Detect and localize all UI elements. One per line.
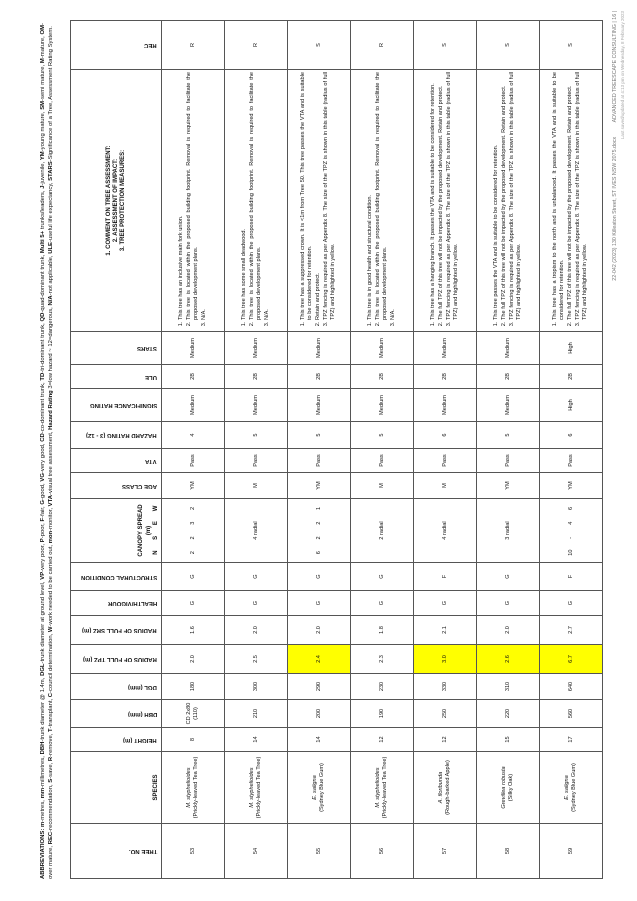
cell-comments	[225, 70, 288, 332]
cell-hazard: 5	[477, 422, 540, 449]
cell-age: M	[225, 473, 288, 499]
abbrev-definition: -trunk diameter at ground level,	[40, 579, 46, 664]
cell-tpz: 2.6	[477, 645, 540, 674]
abbrev-definition: 3=low hazard ~ 12=dangerous,	[47, 305, 54, 391]
abbrev-definition: -metres,	[40, 798, 46, 822]
cell-stars: High	[540, 332, 603, 365]
cell-age: YM	[288, 473, 351, 499]
species-name: E. saligna	[564, 775, 570, 800]
cell-rec: S	[477, 21, 540, 70]
page-footer	[612, 11, 626, 701]
cell-dgl: 300	[225, 674, 288, 700]
abbrev-definition: -save,	[47, 761, 54, 779]
cell-structural: G	[477, 563, 540, 591]
cell-structural: G	[225, 563, 288, 591]
cell-ule: 2B	[414, 365, 477, 389]
cell-hazard: 5	[351, 422, 414, 449]
cell-comments	[351, 70, 414, 332]
cell-significance: Medium	[225, 389, 288, 422]
cell-dbh: 220	[477, 700, 540, 728]
footer-last-saved: Last saved/updated at 4:13 pm on Wednesday, 8 February 2023	[620, 11, 625, 140]
cell-stars: Medium	[162, 332, 225, 365]
abbrev-term: VTA	[47, 494, 54, 507]
species-name: Grevillea robusta	[501, 766, 507, 809]
comment-item: 3. TPZ fencing is required as per Appendix 8. The size of the TPZ is shown in this table (radius of full TPZ) and highlighted in yellow.	[509, 72, 523, 320]
cell-tpz: 2.5	[225, 645, 288, 674]
cell-significance: Medium	[414, 389, 477, 422]
canopy-value: 2	[189, 506, 196, 510]
abbrev-definition: -council determination,	[47, 632, 54, 693]
cell-tpz: 6.7	[540, 645, 603, 674]
abbrev-term: DGL	[40, 663, 46, 676]
cell-health: G	[477, 591, 540, 616]
abbreviations-text	[40, 23, 54, 879]
canopy-values	[568, 501, 575, 560]
header-vta: VTA	[71, 449, 162, 473]
header-species: SPECIES	[71, 752, 162, 824]
cell-tree-no: 54	[225, 824, 288, 879]
comment-item: 2. The full TPZ of this tree will not be impacted by the proposed development. Retain and protect.	[501, 72, 508, 320]
abbrev-definition: -visual tree assessment,	[47, 429, 54, 495]
cell-comments	[414, 70, 477, 332]
cell-tree-no: 57	[414, 824, 477, 879]
table-row	[414, 21, 477, 879]
cell-ule: 2B	[162, 365, 225, 389]
cell-dbh: CD 2x80 (110)	[162, 700, 225, 728]
comment-item: 3. N/A.	[390, 72, 397, 320]
header-significance: SIGNIFICANCE RATING	[71, 389, 162, 422]
cell-srz: 2.7	[540, 616, 603, 645]
abbrev-definition: -semi mature,	[40, 63, 46, 101]
cell-significance: Medium	[351, 389, 414, 422]
cell-species	[540, 752, 603, 824]
comment-item: 1. This tree has a suppressed crown. It is <1m from Tree 50. This tree passes the VTA and is suitable to be considered for retention.	[300, 72, 314, 320]
abbrev-definition: -Significance of a Tree, Assessment Rating System.	[47, 26, 54, 162]
header-rec: REC	[71, 21, 162, 70]
comment-list	[493, 72, 523, 329]
abbrev-definition: -work needed to be carried out,	[47, 543, 54, 627]
cell-comments	[288, 70, 351, 332]
abbrev-definition: -good,	[40, 481, 46, 501]
cell-vta: Pass	[351, 449, 414, 473]
cell-canopy: 4 radial	[225, 499, 288, 563]
abbrev-term: J	[40, 185, 46, 189]
abbrev-definition: -remove,	[47, 731, 54, 757]
cell-rec: S	[540, 21, 603, 70]
table-row	[162, 21, 225, 879]
cell-vta: Pass	[225, 449, 288, 473]
abbrev-term: R	[47, 756, 54, 762]
canopy-value: 3	[189, 521, 196, 525]
cell-stars: Medium	[414, 332, 477, 365]
abbrev-term: QD	[40, 312, 46, 322]
cell-rec: S	[414, 21, 477, 70]
cell-significance: Medium	[477, 389, 540, 422]
canopy-dir-w: W	[153, 505, 159, 512]
comment-item: 2. The full TPZ of this tree will not be impacted by the proposed development. Retain and protect.	[438, 72, 445, 320]
cell-dgl: 290	[288, 674, 351, 700]
abbrev-definition: -fair,	[40, 504, 46, 518]
abbrev-definition: -recommendation,	[47, 782, 54, 832]
comment-list	[430, 72, 460, 329]
abbrev-term: VG	[40, 473, 46, 482]
cell-dgl: 230	[351, 674, 414, 700]
cell-species	[162, 752, 225, 824]
header-comment-3: 3. TREE PROTECTION MEASURES:	[119, 149, 126, 252]
abbrev-definition: -monitor,	[47, 506, 54, 531]
abbrev-term: SM	[40, 100, 46, 110]
cell-height: 8	[162, 728, 225, 752]
cell-ule: 2B	[477, 365, 540, 389]
abbrev-term: CD	[40, 433, 46, 442]
table-header-row	[71, 21, 162, 879]
cell-tree-no: 53	[162, 824, 225, 879]
cell-srz: 2.0	[288, 616, 351, 645]
abbrev-term: Multi 5+	[40, 230, 46, 254]
cell-height: 17	[540, 728, 603, 752]
cell-structural: F	[414, 563, 477, 591]
cell-dbh: 190	[351, 700, 414, 728]
comment-item: 1. This tree has a hanging branch. It passes the VTA and is suitable to be considered for retention.	[430, 72, 437, 320]
cell-vta: Pass	[477, 449, 540, 473]
header-stars: STARS	[71, 332, 162, 365]
abbrev-term: mon	[47, 530, 54, 544]
cell-srz: 2.0	[225, 616, 288, 645]
canopy-dir-e: E	[153, 521, 159, 526]
cell-height: 14	[288, 728, 351, 752]
cell-ule: 2B	[351, 365, 414, 389]
cell-structural: G	[288, 563, 351, 591]
header-comment-2: 2. ASSESSMENT OF IMPACT:	[112, 158, 119, 243]
comment-list	[367, 72, 397, 329]
comment-item: 2. This tree is located within the proposed building footprint. Removal is required to facilitate the proposed development plans.	[375, 72, 389, 320]
header-ule: ULE	[71, 365, 162, 389]
abbrev-term: Hazard Rating	[47, 390, 54, 430]
comment-list	[300, 72, 337, 329]
cell-hazard: 5	[225, 422, 288, 449]
cell-age: M	[414, 473, 477, 499]
cell-age: YM	[477, 473, 540, 499]
cell-tpz: 2.0	[162, 645, 225, 674]
species-name: E. saligna	[312, 775, 318, 800]
abbrev-term: T	[47, 728, 54, 732]
abbrev-definition: -co-dominant trunk,	[40, 380, 46, 434]
comment-item: 3. N/A.	[201, 72, 208, 320]
cell-tree-no: 56	[351, 824, 414, 879]
comment-item: 2. Retain and protect.	[315, 72, 322, 320]
comment-item: 3. TPZ fencing is required as per Appendix 8. The size of the TPZ is shown in this table (radius of full TPZ) and highlighted in yellow.	[446, 72, 460, 320]
species-common-name: (Prickly-leaved Tea Tree)	[193, 756, 199, 819]
abbrev-definition: -tri-dominant trunk,	[40, 321, 46, 373]
abbrev-term: m	[40, 821, 46, 827]
abbrev-definition: -mature,	[40, 34, 46, 59]
canopy-header-label: CANOPY SPREAD (m)	[138, 504, 152, 557]
abbrev-definition: -trunk diameter @ 1.4m,	[40, 675, 46, 742]
abbrev-term: VP	[40, 571, 46, 580]
header-age: AGE CLASS	[71, 473, 162, 499]
cell-vta: Pass	[162, 449, 225, 473]
footer-filename: 22-042 (2023) 130 Killeaton Street, ST IVES NSW 2075.docx	[612, 136, 618, 281]
cell-dbh: 200	[288, 700, 351, 728]
comment-list	[241, 72, 271, 329]
abbrev-definition: trunks/leaders,	[40, 188, 46, 231]
canopy-value: 4	[567, 521, 574, 525]
cell-stars: Medium	[225, 332, 288, 365]
cell-health: G	[162, 591, 225, 616]
table-row	[288, 21, 351, 879]
comment-item: 2. This tree is located within the proposed building footprint. Removal is required to facilitate the proposed development plans.	[186, 72, 200, 320]
comment-item: 3. N/A.	[264, 72, 271, 320]
cell-dbh: 250	[414, 700, 477, 728]
comment-item: 1. This tree is in good health and structural condition.	[367, 72, 374, 320]
comment-item: 1. This tree has some small deadwood.	[241, 72, 248, 320]
cell-ule: 2B	[225, 365, 288, 389]
footer-company: ADVANCED TREESCAPE CONSULTING | 16 |	[612, 11, 618, 123]
cell-height: 14	[225, 728, 288, 752]
species-name: M. styphelioides	[375, 767, 381, 808]
cell-ule: 2B	[540, 365, 603, 389]
abbrev-definition: -quad-dominant trunk,	[40, 253, 46, 313]
canopy-value: 2	[189, 536, 196, 540]
cell-rec: R	[162, 21, 225, 70]
cell-species	[225, 752, 288, 824]
comment-item: 1. This tree passes the VTA and is suitable to be considered for retention.	[493, 72, 500, 320]
comment-item: 3. TPZ fencing is required as per Appendix 8. The size of the TPZ is shown in this table (radius of full TPZ) and highlighted in yellow.	[575, 72, 589, 320]
header-dgl: DGL (mm)	[71, 674, 162, 700]
cell-species	[477, 752, 540, 824]
abbrev-definition: -over mature,	[40, 23, 54, 879]
cell-stars: Medium	[477, 332, 540, 365]
cell-significance: High	[540, 389, 603, 422]
tree-assessment-table	[70, 20, 603, 879]
canopy-value: 2	[315, 536, 322, 540]
cell-tree-no: 59	[540, 824, 603, 879]
header-tpz: RADIUS OF FULL TPZ (m)	[71, 645, 162, 674]
abbrev-term: C	[47, 692, 54, 698]
abbrev-definition: -millimetres,	[40, 754, 46, 788]
cell-canopy: 2 radial	[351, 499, 414, 563]
canopy-value: 6	[567, 506, 574, 510]
cell-canopy	[288, 499, 351, 563]
abbrev-definition: -very good,	[40, 441, 46, 474]
abbrev-definition: -transplant,	[47, 697, 54, 729]
table-row	[351, 21, 414, 879]
abbrev-definition: -useful life expectancy,	[47, 180, 54, 242]
abbrev-term: mm	[40, 787, 46, 799]
cell-species	[351, 752, 414, 824]
cell-ule: 2B	[288, 365, 351, 389]
canopy-values	[190, 501, 197, 560]
cell-hazard: 6	[414, 422, 477, 449]
cell-tree-no: 55	[288, 824, 351, 879]
header-tree-no: TREE NO.	[71, 824, 162, 879]
abbrev-definition: -very poor,	[40, 542, 46, 572]
cell-canopy: 4 radial	[414, 499, 477, 563]
table-row	[225, 21, 288, 879]
abbrev-term: P	[40, 538, 46, 543]
header-hazard: HAZARD RATING (3 - 12)	[71, 422, 162, 449]
abbrev-definition: -poor,	[40, 521, 46, 539]
table-row	[477, 21, 540, 879]
cell-vta: Pass	[540, 449, 603, 473]
canopy-value: 6	[315, 551, 322, 555]
cell-dgl: 310	[477, 674, 540, 700]
header-comment-1: 1. COMMENT ON TREE ASSESSMENT:	[105, 145, 112, 256]
canopy-value: 1	[315, 506, 322, 510]
cell-srz: 1.6	[162, 616, 225, 645]
cell-age: M	[351, 473, 414, 499]
header-health: HEALTH/VIGOUR	[71, 591, 162, 616]
cell-hazard: 6	[540, 422, 603, 449]
species-name: A. floribunda	[438, 771, 444, 804]
cell-srz: 2.0	[477, 616, 540, 645]
species-common-name: (Prickly-leaved Tea Tree)	[382, 756, 388, 819]
cell-age: YM	[162, 473, 225, 499]
abbrev-term: N/A	[47, 295, 54, 306]
cell-rec: S	[288, 21, 351, 70]
cell-comments	[477, 70, 540, 332]
abbrev-definition: -juvenile,	[40, 160, 46, 186]
cell-height: 12	[414, 728, 477, 752]
cell-stars: Medium	[351, 332, 414, 365]
header-srz: RADIUS OF FULL SRZ (m)	[71, 616, 162, 645]
species-common-name: (Sydney Blue Gum)	[319, 763, 325, 812]
cell-comments	[540, 70, 603, 332]
canopy-values	[316, 501, 323, 560]
cell-significance: Medium	[162, 389, 225, 422]
cell-tpz: 2.4	[288, 645, 351, 674]
species-common-name: (Rough-barked Apple)	[445, 760, 451, 815]
cell-tree-no: 58	[477, 824, 540, 879]
canopy-value: 2	[315, 521, 322, 525]
cell-health: G	[225, 591, 288, 616]
cell-dbh: 560	[540, 700, 603, 728]
species-name: M. styphelioides	[186, 767, 192, 808]
abbrev-term: F	[40, 517, 46, 522]
abbrev-term: DBH	[40, 741, 46, 755]
header-comment	[71, 70, 162, 332]
comment-item: 1. This tree has an inclusive main fork union.	[178, 72, 185, 320]
cell-dgl: 330	[414, 674, 477, 700]
cell-rec: R	[351, 21, 414, 70]
cell-health: G	[288, 591, 351, 616]
canopy-value: -	[567, 536, 574, 539]
cell-vta: Pass	[414, 449, 477, 473]
species-common-name: (Silky Oak)	[508, 773, 514, 802]
cell-stars: Medium	[288, 332, 351, 365]
abbrev-term: ULE	[47, 242, 54, 254]
abbrev-term: S	[47, 778, 54, 783]
abbrev-term: M	[40, 58, 46, 64]
cell-dbh: 210	[225, 700, 288, 728]
cell-srz: 2.1	[414, 616, 477, 645]
species-common-name: (Sydney Blue Gum)	[571, 763, 577, 812]
cell-tpz: 2.3	[351, 645, 414, 674]
comment-item: 2. This tree is located within the proposed building footprint. Removal is required to facilitate the proposed development plans.	[249, 72, 263, 320]
table-body	[162, 21, 603, 879]
comment-item: 1. This tree has a tropism to the north and is unbalanced. It passes the VTA and is suitable to be considered for retention.	[552, 72, 566, 320]
cell-significance: Medium	[288, 389, 351, 422]
cell-srz: 1.8	[351, 616, 414, 645]
abbrev-term: OM	[40, 24, 46, 35]
abbrev-term: REC	[47, 831, 54, 845]
comment-item: 2. The full TPZ of this tree will not be impacted by the proposed development. Retain and protect.	[567, 72, 574, 320]
abbreviations-legend	[40, 23, 55, 879]
cell-health: G	[351, 591, 414, 616]
cell-species	[288, 752, 351, 824]
comment-list	[178, 72, 208, 329]
abbrev-term: STARS	[47, 161, 54, 181]
cell-vta: Pass	[288, 449, 351, 473]
cell-canopy	[540, 499, 603, 563]
abbrev-term: G	[40, 500, 46, 505]
canopy-value: 10	[567, 549, 574, 556]
cell-height: 15	[477, 728, 540, 752]
canopy-dir-n: N	[153, 550, 159, 555]
cell-rec: R	[225, 21, 288, 70]
cell-dgl: 180	[162, 674, 225, 700]
comment-list	[552, 72, 589, 329]
cell-canopy	[162, 499, 225, 563]
cell-age: YM	[540, 473, 603, 499]
cell-height: 12	[351, 728, 414, 752]
cell-dgl: 640	[540, 674, 603, 700]
header-canopy	[71, 499, 162, 563]
cell-hazard: 4	[162, 422, 225, 449]
abbrev-term: TD	[40, 372, 46, 381]
cell-comments	[162, 70, 225, 332]
cell-health: G	[414, 591, 477, 616]
cell-canopy: 3 radial	[477, 499, 540, 563]
species-common-name: (Prickly-leaved Tea Tree)	[256, 756, 262, 819]
table-row	[540, 21, 603, 879]
abbrev-definition: -young mature,	[40, 109, 46, 152]
species-name: M. styphelioides	[249, 767, 255, 808]
cell-structural: F	[540, 563, 603, 591]
header-structural: STRUCTURAL CONDITION	[71, 563, 162, 591]
canopy-dir-s: S	[153, 535, 159, 540]
abbrev-term: W	[47, 626, 54, 633]
abbrev-term: YM	[40, 151, 46, 161]
header-dbh: DBH (mm)	[71, 700, 162, 728]
cell-structural: G	[162, 563, 225, 591]
abbreviations-lead: ABBREVIATIONS:	[40, 828, 46, 879]
cell-health: G	[540, 591, 603, 616]
canopy-value: 2	[189, 551, 196, 555]
comment-item: 3. TPZ fencing is required as per Appendix 8. The size of the TPZ is shown in this table (radius of full TPZ) and highlighted in yellow.	[323, 72, 337, 320]
cell-tpz: 3.0	[414, 645, 477, 674]
cell-hazard: 5	[288, 422, 351, 449]
abbrev-definition: -not applicable,	[47, 253, 54, 296]
canopy-direction-labels	[153, 501, 160, 560]
header-height: HEIGHT (m)	[71, 728, 162, 752]
cell-structural: G	[351, 563, 414, 591]
cell-species	[414, 752, 477, 824]
